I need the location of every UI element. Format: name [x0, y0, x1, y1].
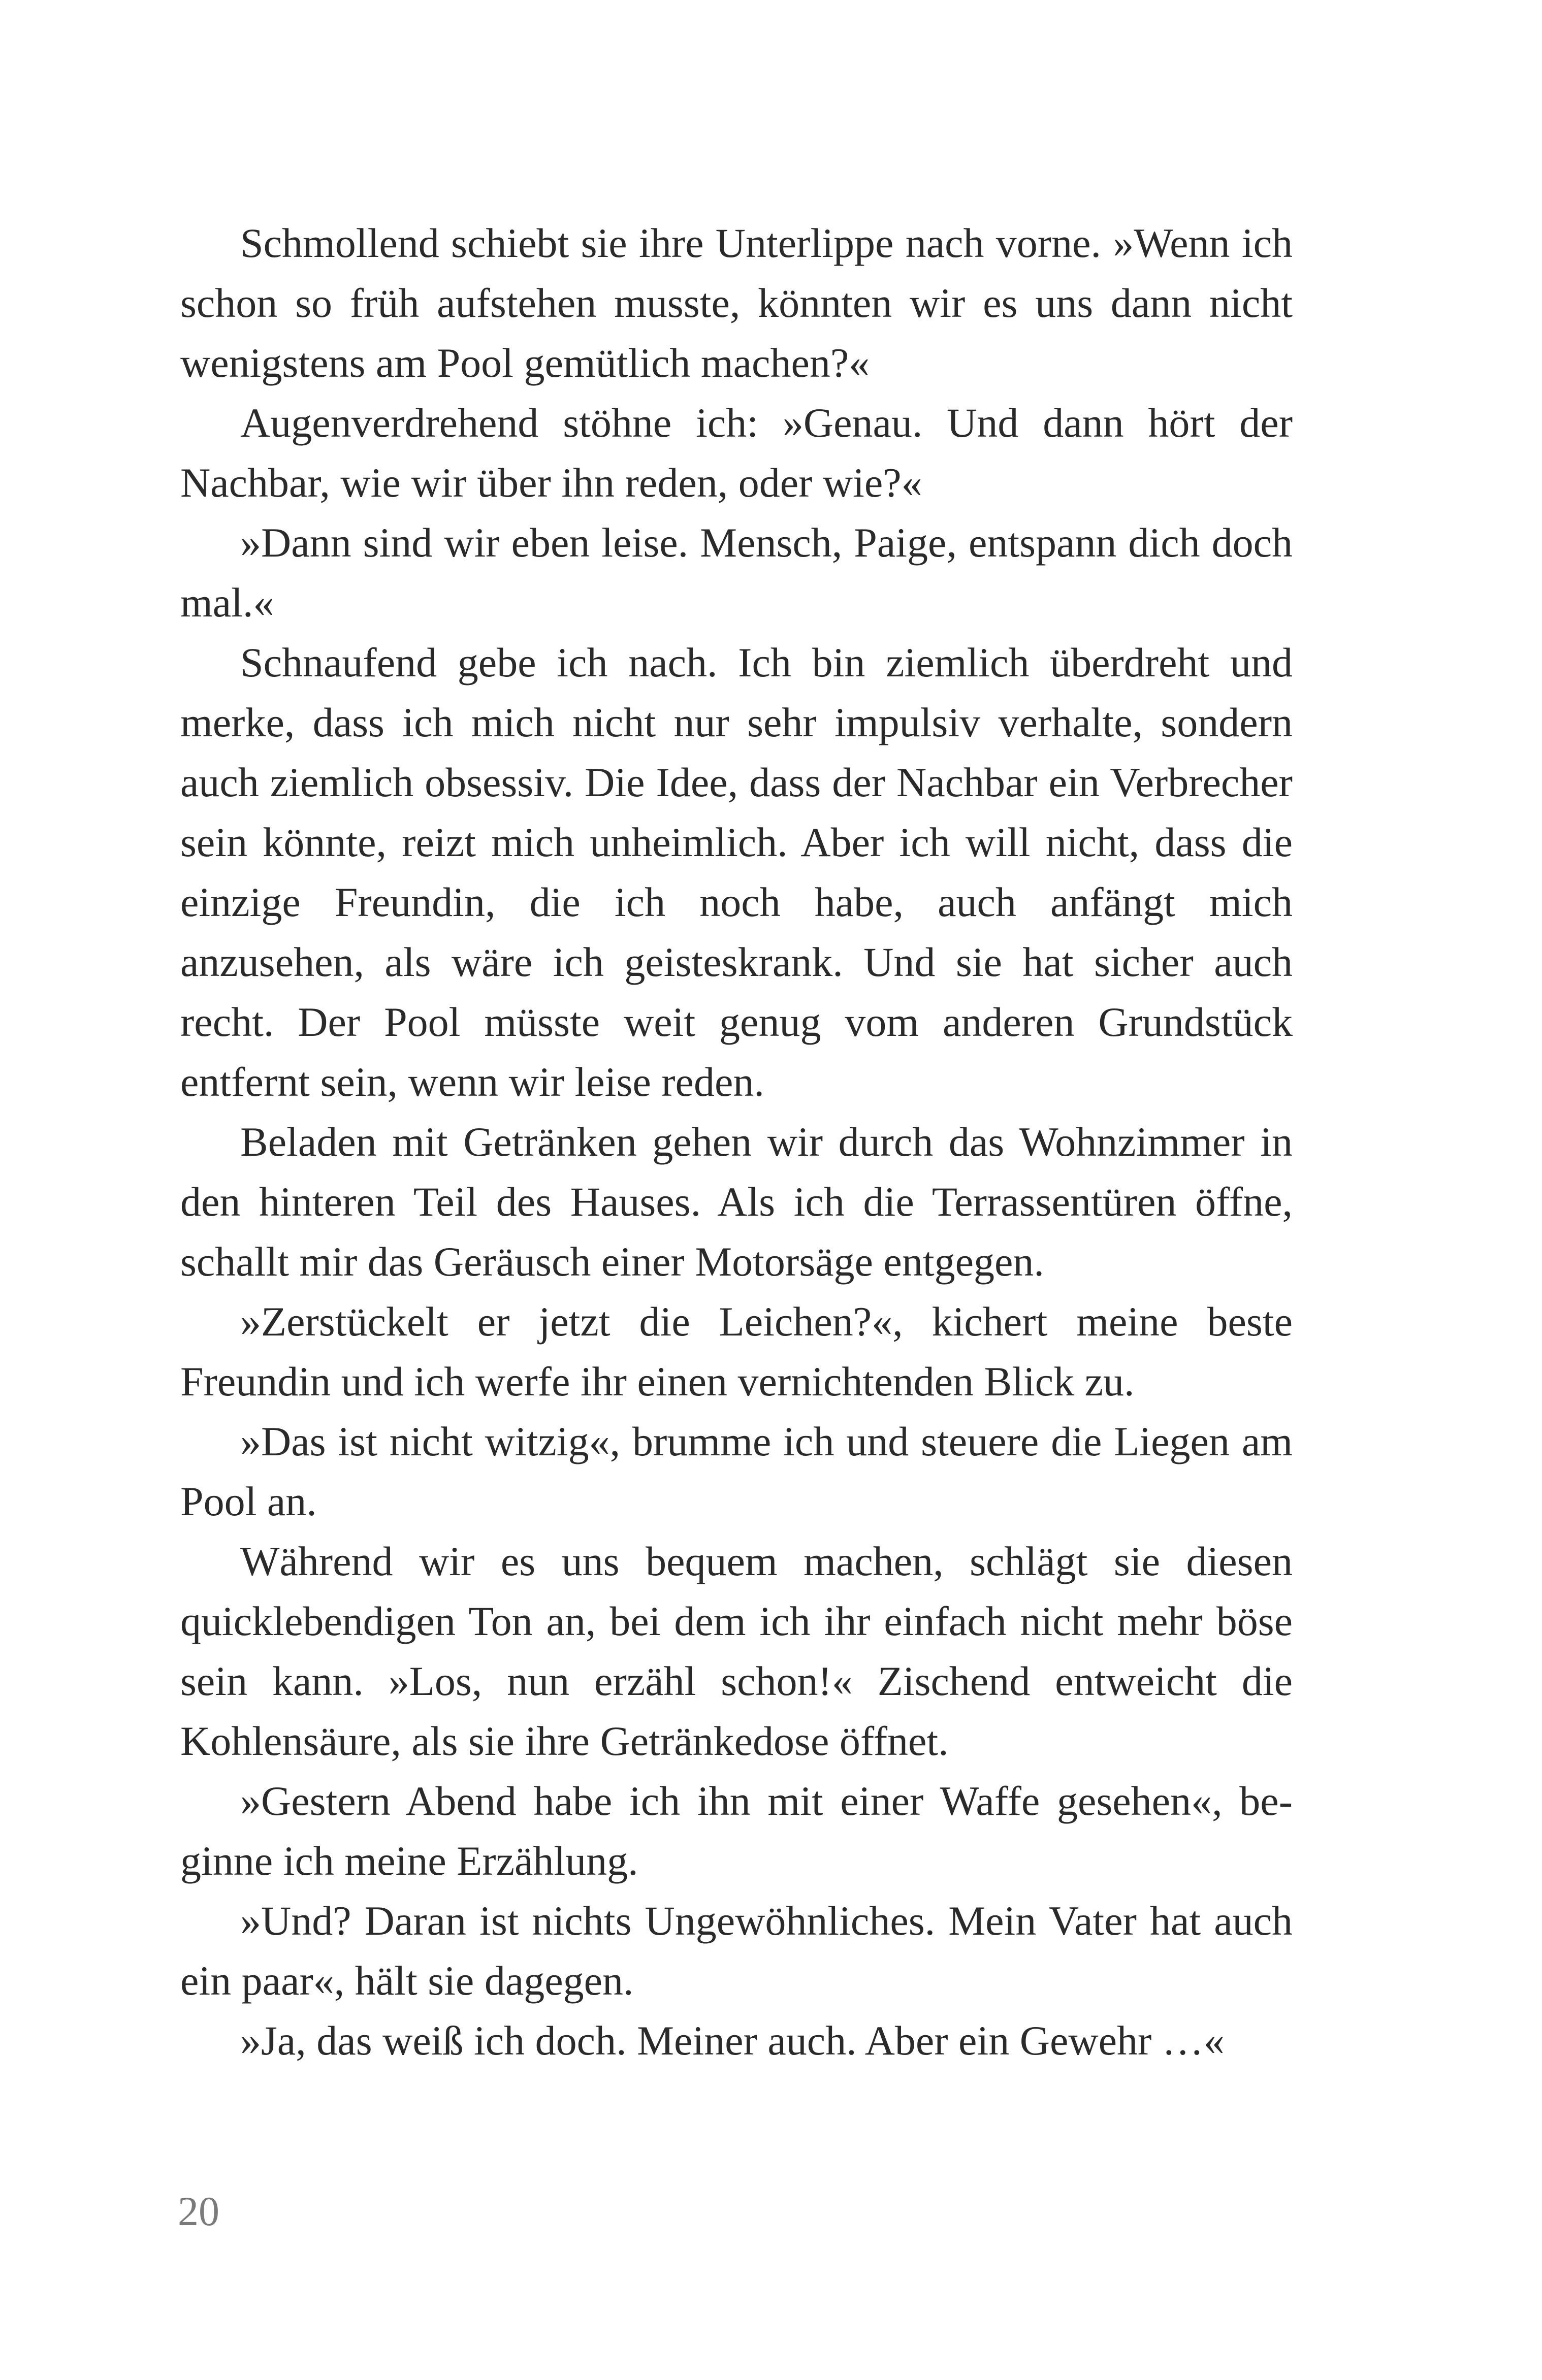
- paragraph: »Zerstückelt er jetzt die Leichen?«, kichert meine beste Freundin und ich werfe ihr einen vernichtenden Blick zu.: [180, 1298, 1293, 1405]
- paragraph: »Das ist nicht witzig«, brumme ich und steuere die Liegen am Pool an.: [180, 1418, 1293, 1524]
- paragraph: »Gestern Abend habe ich ihn mit einer Waffe gesehen«, beginne ich meine Erzählung.: [180, 1778, 1293, 1884]
- paragraph: Augenverdrehend stöhne ich: »Genau. Und dann hört der Nachbar, wie wir über ihn reden, oder wie?«: [180, 400, 1293, 506]
- paragraph: Während wir es uns bequem machen, schlägt sie diesen quicklebendigen Ton an, bei dem ich ihr einfach nicht mehr böse sein kann. »Los, nun erzähl schon!« Zischend entweicht die Kohlensäure, als sie ihre Getränkedose öffnet.: [180, 1538, 1293, 1764]
- body-text: [180, 213, 1293, 2071]
- page-number: 20: [178, 2188, 219, 2234]
- paragraph: Schmollend schiebt sie ihre Unterlippe nach vorne. »Wenn ich schon so früh aufstehen musste, könnten wir es uns dann nicht wenigstens am Pool gemütlich machen?«: [180, 220, 1293, 386]
- paragraph: Schnaufend gebe ich nach. Ich bin ziemlich überdreht und merke, dass ich mich nicht nur sehr impulsiv verhalte, sondern auch ziemlich obsessiv. Die Idee, dass der Nachbar ein Verbrecher sein könnte, reizt mich unheimlich. Aber ich will nicht, dass die einzige Freundin, die ich noch habe, auch anfängt mich anzusehen, als wäre ich geisteskrank. Und sie hat sicher auch recht. Der Pool müsste weit genug vom anderen Grundstück entfernt sein, wenn wir leise reden.: [180, 639, 1293, 1105]
- paragraph: Beladen mit Getränken gehen wir durch das Wohnzimmer in den hinteren Teil des Hauses. Als ich die Terrassentüren öffne, schallt mir das Geräusch einer Motorsäge entgegen.: [180, 1119, 1293, 1285]
- paragraph: »Dann sind wir eben leise. Mensch, Paige, entspann dich doch mal.«: [180, 519, 1293, 626]
- paragraph: »Ja, das weiß ich doch. Meiner auch. Aber ein Gewehr …«: [240, 2017, 1225, 2064]
- paragraph: »Und? Daran ist nichts Ungewöhnliches. Mein Vater hat auch ein paar«, hält sie dagegen.: [180, 1898, 1293, 2004]
